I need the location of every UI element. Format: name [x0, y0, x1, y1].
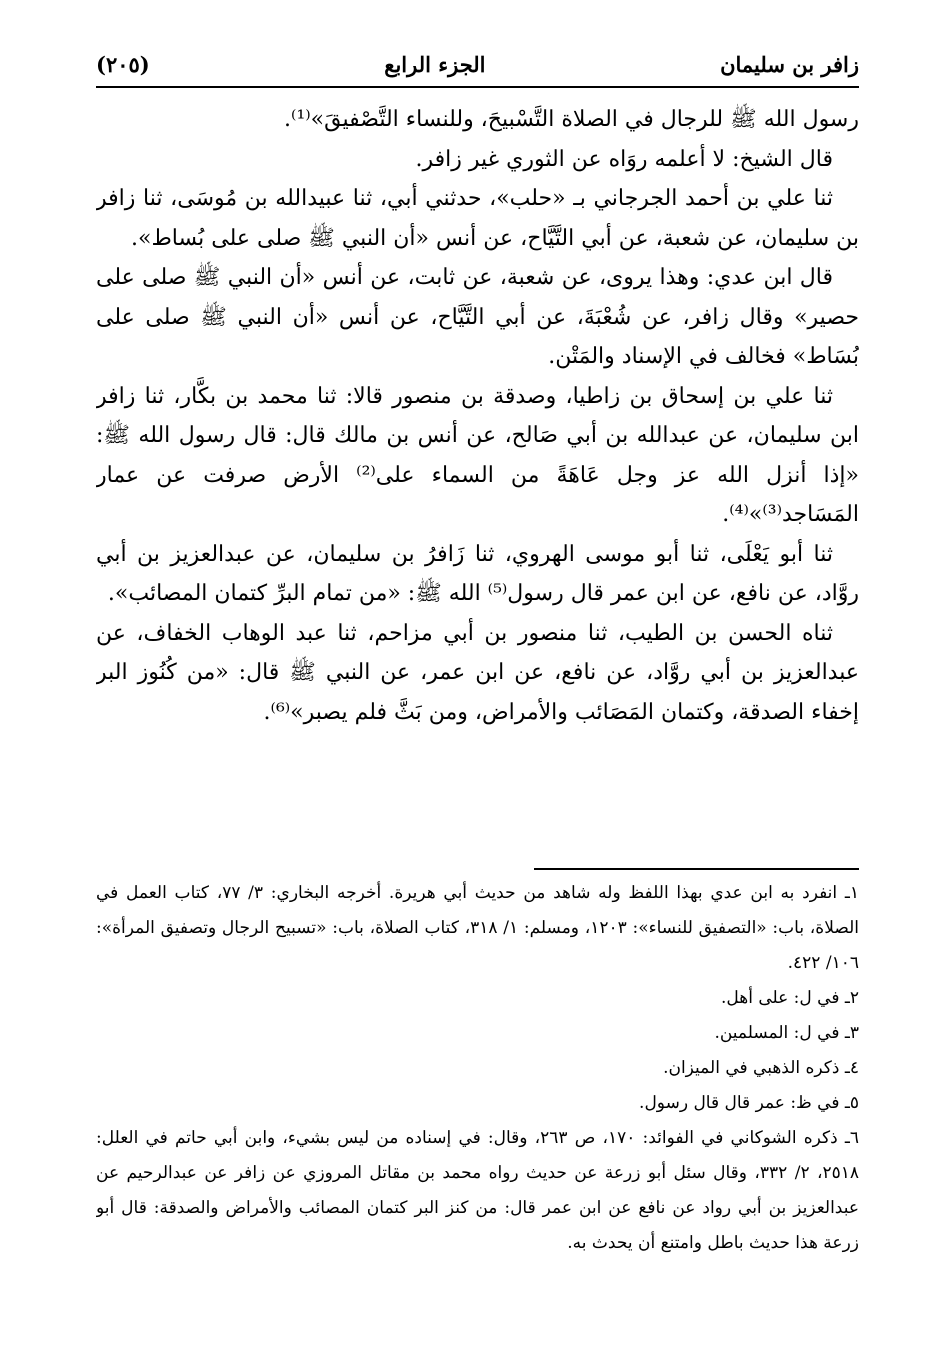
- paragraph-4: قال ابن عدي: وهذا يروى، عن شعبة، عن ثابت، عن أنس «أن النبي ﷺ صلى على حصير» وقال زافر، عن شُعْبَةَ، عن أبي التَّيَّاح، عن أنس «أن النبي ﷺ صلى على بُسَاط» فخالف في الإسناد والمَتْن.: [96, 265, 859, 369]
- paragraph-6: ثنا أبو يَعْلَى، ثنا أبو موسى الهروي، ثنا زَافرُ بن سليمان، عن عبدالعزيز بن أبي روَّاد، عن نافع، عن ابن عمر قال رسول⁽⁵⁾ الله ﷺ: «من تمام البرِّ كتمان المصائب».: [96, 541, 859, 606]
- footnote-3: ٣ـ في ل: المسلمين.: [714, 1023, 859, 1043]
- header-rule: [96, 86, 859, 88]
- footnote-5: ٥ـ في ظ: عمر قال قال رسول.: [639, 1093, 859, 1113]
- main-text: [96, 100, 859, 840]
- header-book-title: زافر بن سليمان: [720, 51, 859, 77]
- footnote-2: ٢ـ في ل: على أهل.: [720, 988, 859, 1008]
- footnote-1: ١ـ انفرد به ابن عدي بهذا اللفظ وله شاهد من حديث أبي هريرة. أخرجه البخاري: ٣/ ٧٧، كتاب العمل في الصلاة، باب: «التصفيق للنساء»: ١٢٠٣، ومسلم: ١/ ٣١٨، كتاب الصلاة، باب: «تسبيح الرجال وتصفيق المرأة»: ١٠٦/ ٤٢٢.: [96, 883, 859, 973]
- header-page-number: (٢٠٥): [96, 51, 150, 77]
- footnote-separator: [534, 868, 859, 870]
- footnote-6: ٦ـ ذكره الشوكاني في الفوائد: ١٧٠، ص ٢٦٣، وقال: في إسناده من ليس بشيء، وابن أبي حاتم في العلل: ٢٥١٨، ٢/ ٣٣٢، وقال سئل أبو زرعة عن حديث رواه محمد بن مقاتل المروزي عن زافر عن عبدالرحيم عن عبدالعزيز بن أبي رواد عن نافع عن ابن عمر قال: من كنز البر كتمان المصائب والأمراض والصدقة: قال أبو زرعة هذا حديث باطل وامتنع أن يحدث به.: [96, 1128, 859, 1253]
- paragraph-7: ثناه الحسن بن الطيب، ثنا منصور بن أبي مزاحم، ثنا عبد الوهاب الخفاف، عن عبدالعزيز بن أبي روَّاد، عن نافع، عن ابن عمر، عن النبي ﷺ قال: «من كُنُوز البر إخفاء الصدقة، وكتمان المَصَائب والأمراض، ومن بَثَّ فلم يصبر»⁽⁶⁾.: [96, 620, 859, 725]
- running-header: [96, 44, 859, 84]
- paragraph-1: رسول الله ﷺ للرجال في الصلاة التَّسْبيحَ، وللنساء التَّصْفيقَ»⁽¹⁾.: [284, 107, 859, 132]
- paragraph-5: ثنا علي بن إسحاق بن زاطيا، وصدقة بن منصور قالا: ثنا محمد بن بكَّار، ثنا زافر ابن سليمان، عن عبدالله بن أبي صَالح، عن أنس بن مالك قال: قال رسول الله ﷺ: «إذا أنزل الله عز وجل عَاهَةً من السماء على⁽²⁾ الأرض صرفت عن عمار المَسَاجد⁽³⁾»⁽⁴⁾.: [96, 383, 859, 527]
- header-volume: الجزء الرابع: [384, 51, 486, 77]
- footnote-4: ٤ـ ذكره الذهبي في الميزان.: [663, 1058, 859, 1078]
- paragraph-2: قال الشيخ: لا أعلمه روَاه عن الثوري غير زافر.: [415, 146, 833, 172]
- paragraph-3: ثنا علي بن أحمد الجرجاني بـ «حلب»، حدثني أبي، ثنا عبيدالله بن مُوسَى، ثنا زافر بن سليمان، عن شعبة، عن أبي التَّيَّاح، عن أنس «أن النبي ﷺ صلى على بُساط».: [96, 186, 859, 251]
- footnotes: [96, 876, 859, 1356]
